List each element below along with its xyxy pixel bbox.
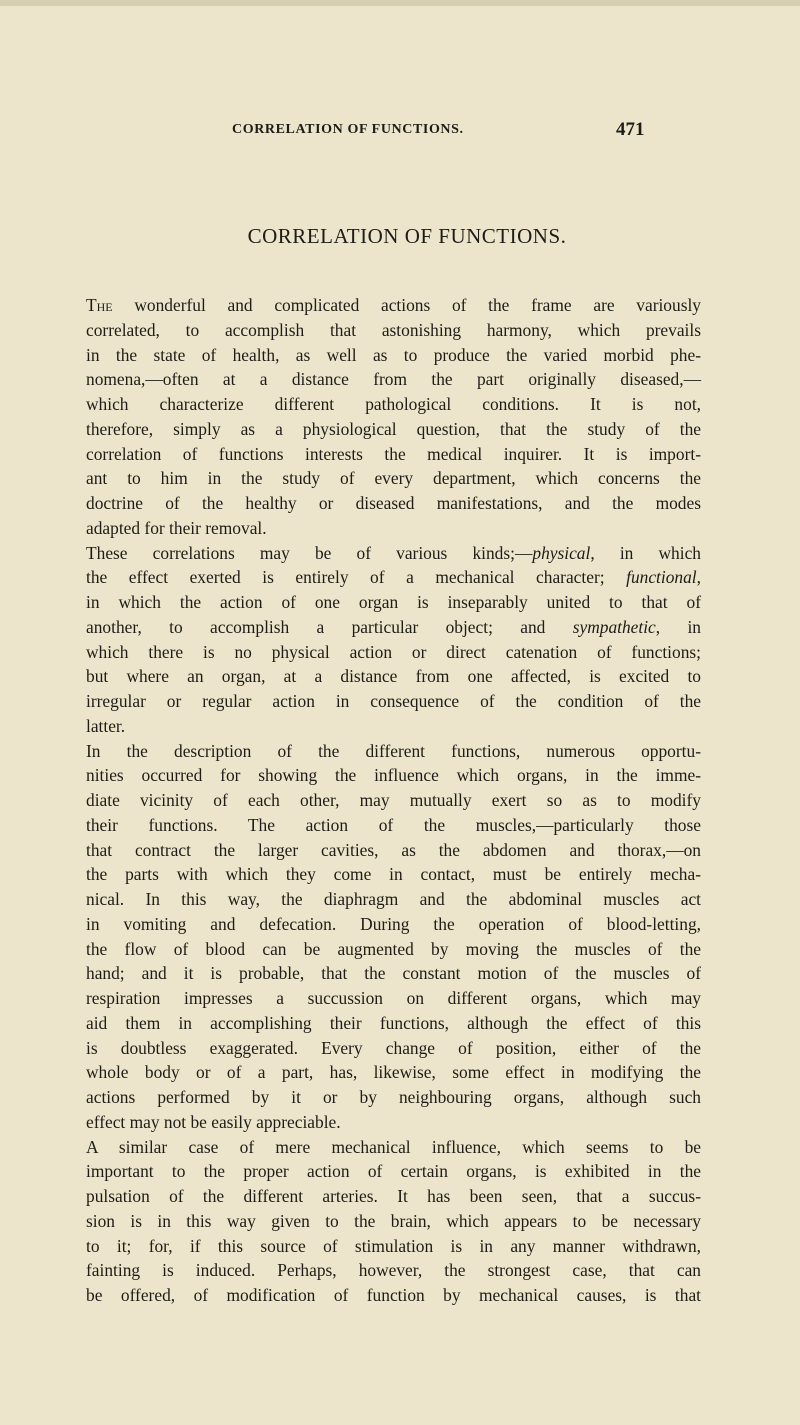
- text-line: therefore, simply as a physiological question, that the study of the: [86, 418, 701, 439]
- text-line: the flow of blood can be augmented by moving the muscles of the: [86, 938, 701, 959]
- text-line: the parts with which they come in contact, must be entirely mecha-: [86, 864, 701, 885]
- running-head: CORRELATION OF FUNCTIONS.: [232, 122, 464, 137]
- text-line: their functions. The action of the muscles,—particularly those: [86, 814, 701, 835]
- text-line: aid them in accomplishing their functions, although the effect of this: [86, 1012, 701, 1033]
- page-header: [0, 120, 800, 144]
- text-line: doctrine of the healthy or diseased manifestations, and the modes: [86, 493, 701, 513]
- text-line: correlated, to accomplish that astonishing harmony, which prevails: [86, 319, 701, 340]
- text-line: nities occurred for showing the influence which organs, in the imme-: [86, 765, 701, 786]
- text-line: In the description of the different functions, numerous opportu-: [86, 740, 701, 761]
- text-line: hand; and it is probable, that the constant motion of the muscles of: [86, 963, 701, 984]
- text-line: which characterize different pathological conditions. It is not,: [86, 394, 701, 414]
- chapter-title-text: CORRELATION OF FUNCTIONS.: [247, 224, 567, 248]
- text-line: to it; for, if this source of stimulation is in any manner withdrawn,: [86, 1235, 701, 1256]
- text-line: adapted for their removal.: [86, 517, 267, 538]
- text-line: The wonderful and complicated actions of the frame are variously: [86, 295, 701, 315]
- page-top-edge: [0, 0, 800, 6]
- text-line: in which the action of one organ is inseparably united to that of: [86, 592, 701, 612]
- text-line: in vomiting and defecation. During the operation of blood-letting,: [86, 913, 701, 934]
- italic-term: sympathetic: [572, 616, 656, 637]
- text-line: pulsation of the different arteries. It has been seen, that a succus-: [86, 1186, 701, 1206]
- body-text: [86, 293, 701, 1308]
- text-line: respiration impresses a succussion on different organs, which may: [86, 988, 701, 1008]
- text-line: that contract the larger cavities, as the abdomen and thorax,—on: [86, 839, 701, 860]
- text-line: the effect exerted is entirely of a mechanical character; functional,: [86, 567, 701, 588]
- text-line: actions performed by it or by neighbouring organs, although such: [86, 1087, 701, 1107]
- text-line: diate vicinity of each other, may mutually exert so as to modify: [86, 790, 701, 810]
- chapter-title: [0, 224, 800, 249]
- text-line: latter.: [86, 715, 126, 736]
- text-line: irregular or regular action in consequence of the condition of the: [86, 691, 701, 711]
- text-line: nical. In this way, the diaphragm and the abdominal muscles act: [86, 889, 701, 909]
- text-line: sion is in this way given to the brain, which appears to be necessary: [86, 1210, 701, 1231]
- text-line: which there is no physical action or direct catenation of functions;: [86, 641, 701, 662]
- text-line: another, to accomplish a particular object; and sympathetic, in: [86, 616, 701, 637]
- text-line: whole body or of a part, has, likewise, some effect in modifying the: [86, 1062, 701, 1083]
- text-line: fainting is induced. Perhaps, however, the strongest case, that can: [86, 1260, 701, 1281]
- page-number: 471: [616, 119, 645, 140]
- text-line: in the state of health, as well as to produce the varied morbid phe-: [86, 344, 701, 365]
- text-line: These correlations may be of various kinds;—physical, in which: [86, 542, 701, 563]
- text-line: nomena,—often at a distance from the part originally diseased,—: [86, 369, 701, 390]
- italic-term: functional: [626, 567, 697, 588]
- text-line: correlation of functions interests the medical inquirer. It is import-: [86, 443, 701, 464]
- text-line: but where an organ, at a distance from one affected, is excited to: [86, 666, 701, 687]
- drop-word: The: [86, 295, 113, 315]
- text-line: A similar case of mere mechanical influence, which seems to be: [86, 1136, 701, 1157]
- text-line: important to the proper action of certain organs, is exhibited in the: [86, 1161, 701, 1182]
- text-line: be offered, of modification of function by mechanical causes, is that: [86, 1285, 701, 1305]
- italic-term: physical: [532, 542, 591, 563]
- text-line: ant to him in the study of every department, which concerns the: [86, 468, 701, 489]
- text-line: is doubtless exaggerated. Every change of position, either of the: [86, 1037, 701, 1058]
- text-line: effect may not be easily appreciable.: [86, 1111, 341, 1132]
